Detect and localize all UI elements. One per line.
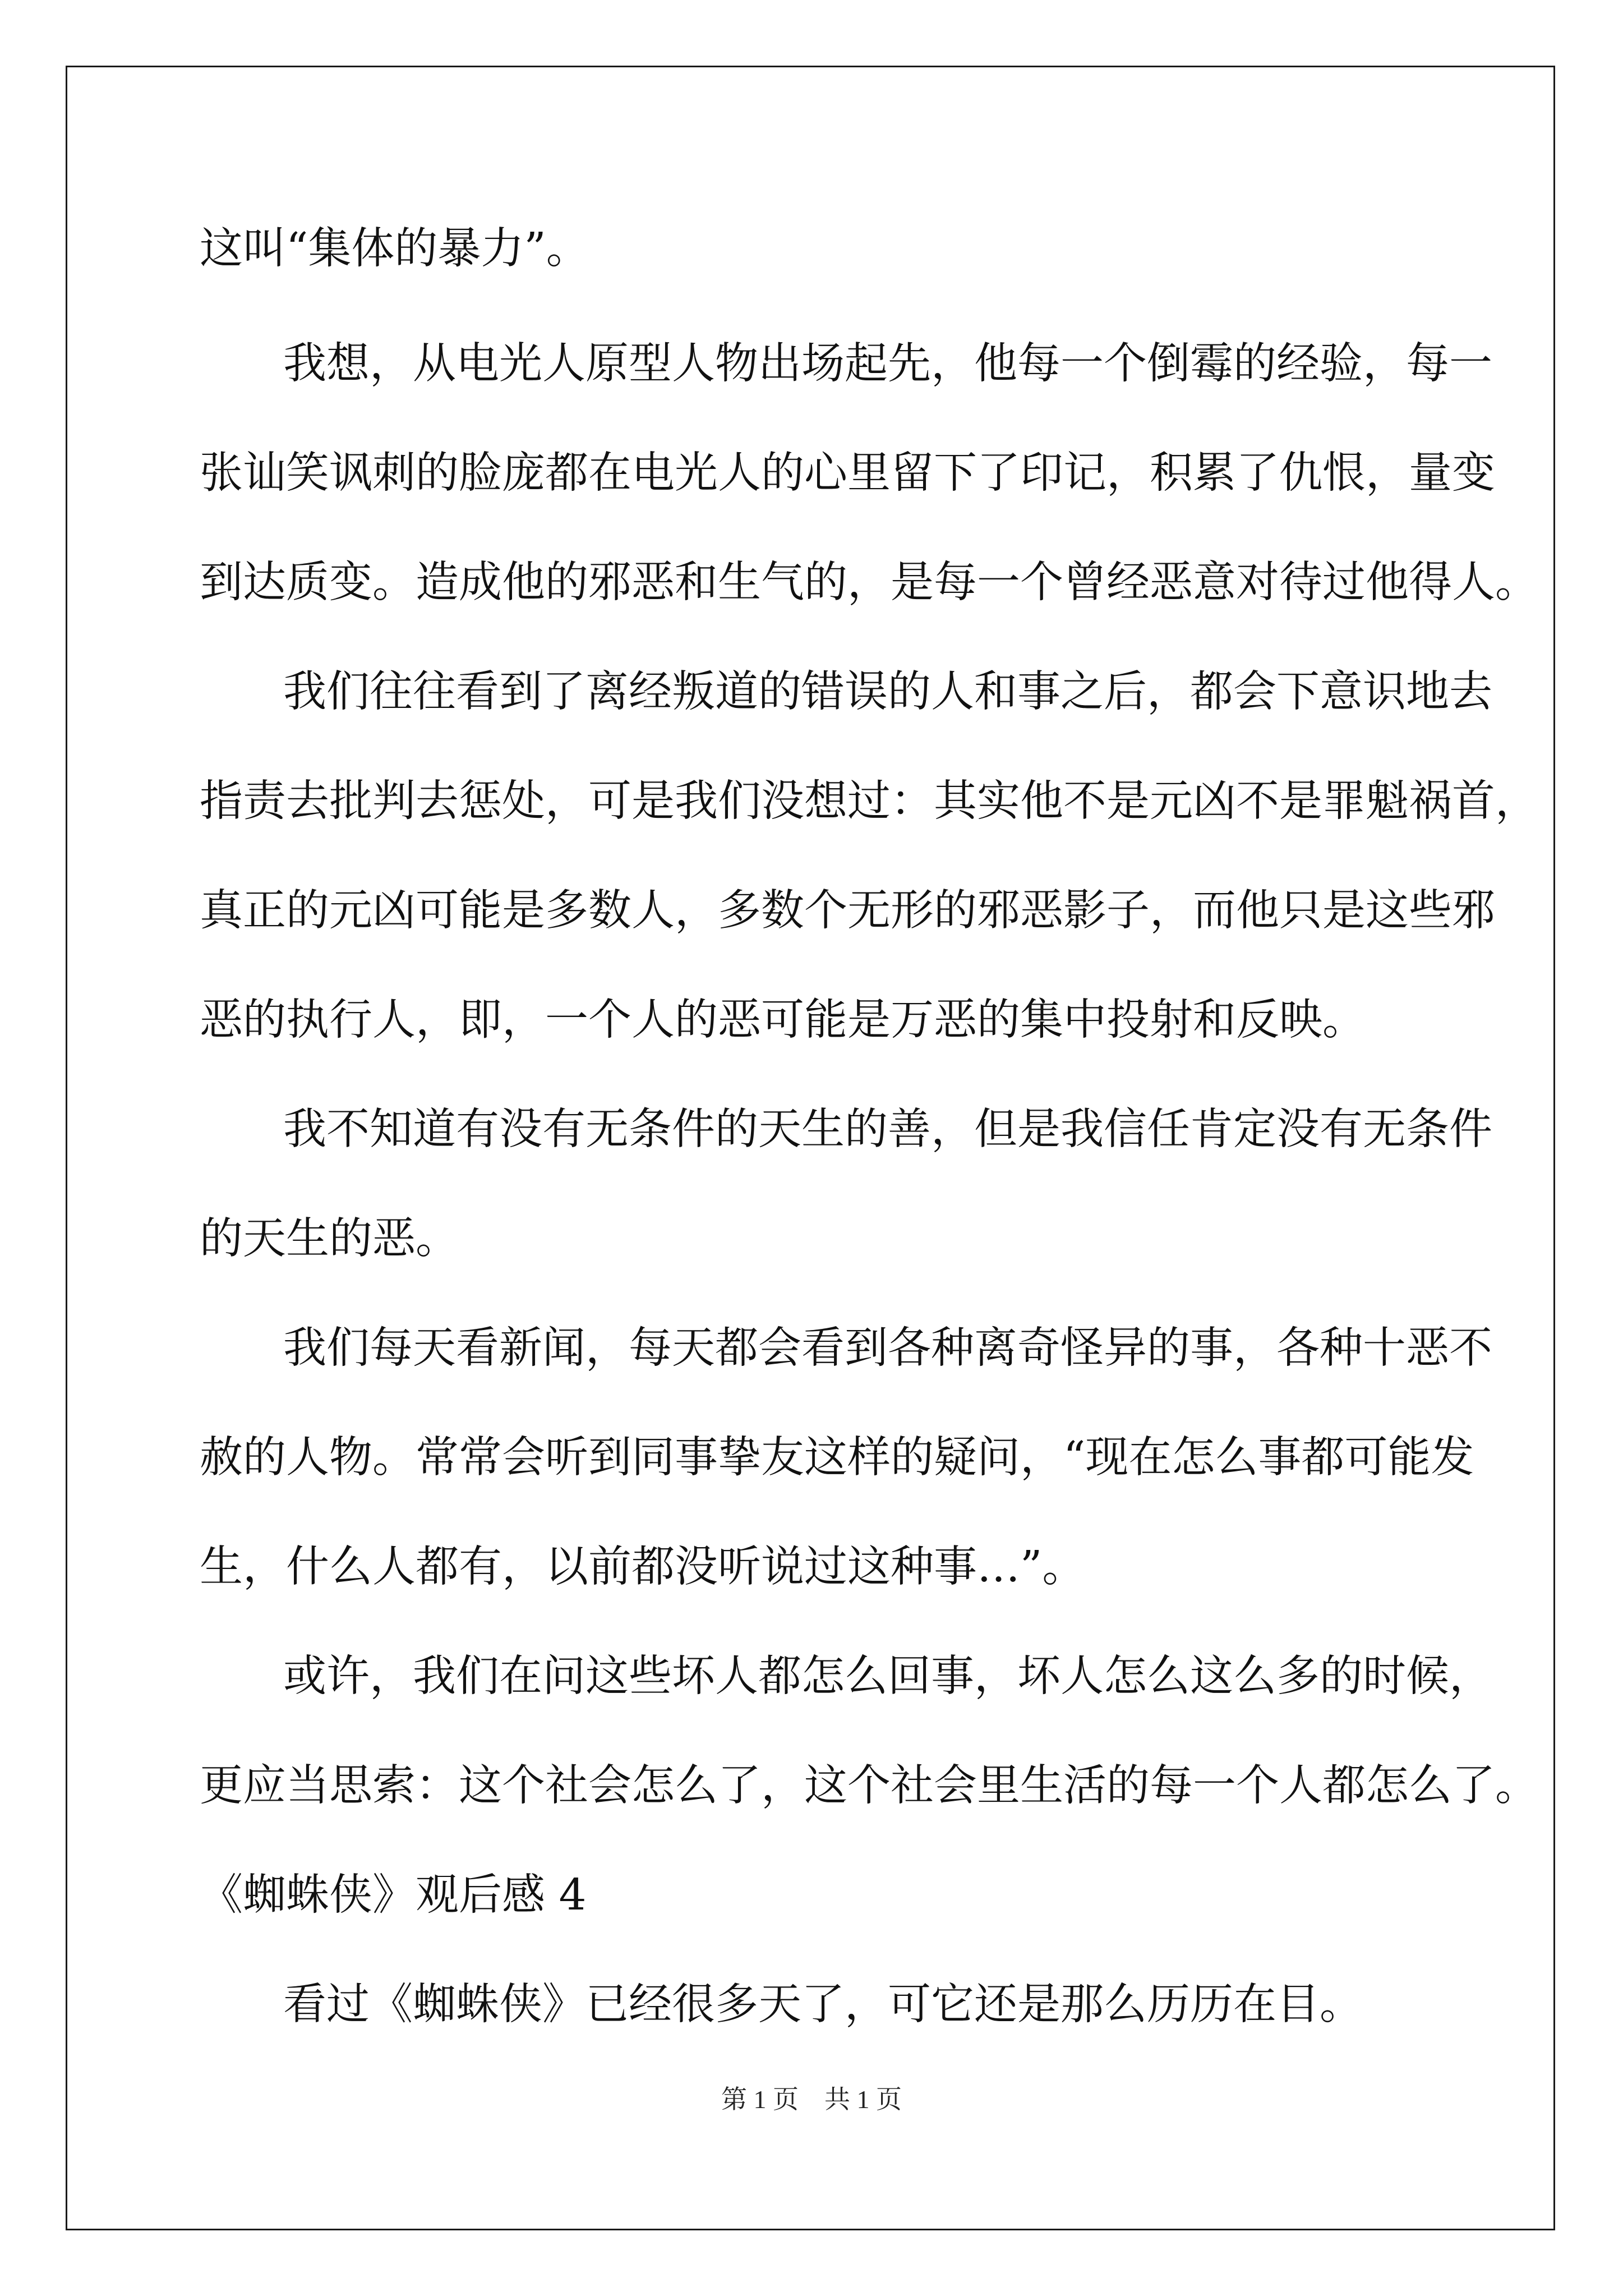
text-line: 真正的元凶可能是多数人，多数个无形的邪恶影子，而他只是这些邪 (200, 886, 1495, 936)
paragraph-first-line: 或许，我们在问这些坏人都怎么回事，坏人怎么这么多的时候， (283, 1651, 1492, 1701)
text-line: 的天生的恶。 (200, 1214, 459, 1264)
text-line: 生，什么人都有，以前都没听说过这种事…”。 (200, 1542, 1086, 1592)
paragraph-first-line: 看过《蜘蛛侠》已经很多天了，可它还是那么历历在目。 (283, 1980, 1363, 2030)
text-line: 指责去批判去惩处，可是我们没想过：其实他不是元凶不是罪魁祸首， (200, 776, 1538, 826)
text-line: 张讪笑讽刺的脸庞都在电光人的心里留下了印记，积累了仇恨，量变 (200, 448, 1495, 498)
text-line: 赦的人物。常常会听到同事挚友这样的疑问，“现在怎么事都可能发 (200, 1433, 1474, 1483)
text-line: 更应当思索：这个社会怎么了，这个社会里生活的每一个人都怎么了。 (200, 1761, 1538, 1811)
paragraph-first-line: 我想，从电光人原型人物出场起先，他每一个倒霉的经验，每一 (283, 339, 1492, 389)
text-line: 这叫“集体的暴力”。 (200, 224, 589, 274)
page-footer: 第 1 页 共 1 页 (721, 2085, 902, 2114)
text-line: 到达质变。造成他的邪恶和生气的，是每一个曾经恶意对待过他得人。 (200, 558, 1538, 608)
paragraph-first-line: 我不知道有没有无条件的天生的善，但是我信任肯定没有无条件 (283, 1105, 1492, 1154)
section-heading: 《蜘蛛侠》观后感 4 (200, 1870, 587, 1920)
paragraph-first-line: 我们每天看新闻，每天都会看到各种离奇怪异的事，各种十恶不 (283, 1323, 1492, 1373)
text-line: 恶的执行人，即，一个人的恶可能是万恶的集中投射和反映。 (200, 995, 1366, 1045)
paragraph-first-line: 我们往往看到了离经叛道的错误的人和事之后，都会下意识地去 (283, 667, 1492, 717)
